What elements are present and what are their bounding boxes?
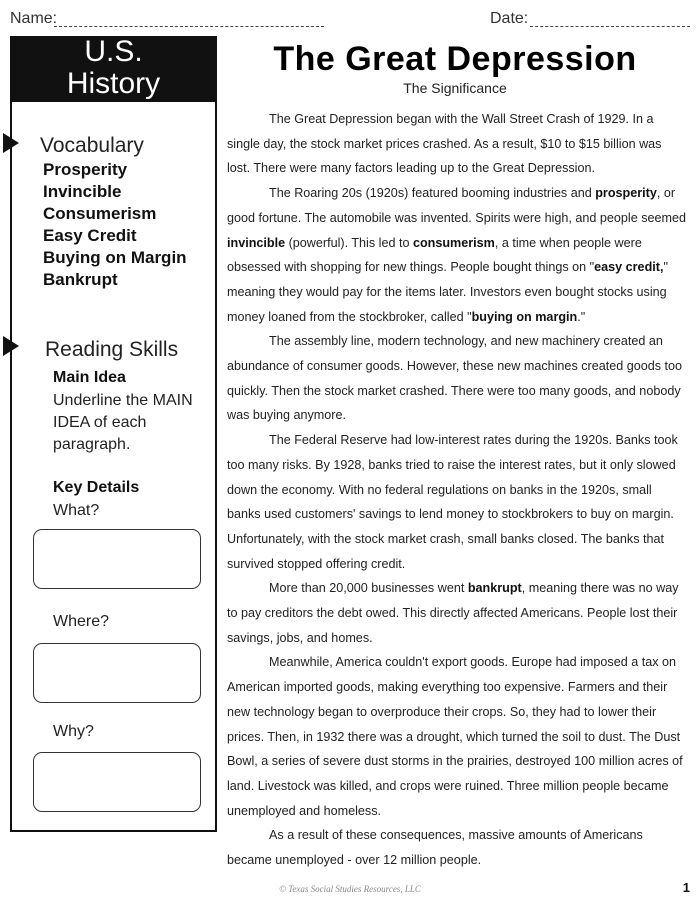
vocab-item: Prosperity (43, 160, 128, 179)
text-run: , or good fortune. The automobile was invented. Spirits were high, and people seemed (227, 186, 687, 225)
copyright-footer: © Texas Social Studies Resources, LLC (279, 884, 421, 894)
paragraph-2 (227, 181, 687, 329)
text-run: More than 20,000 businesses went (269, 581, 468, 596)
page-subtitle: The Significance (403, 80, 507, 96)
vocab-item: Easy Credit (43, 226, 137, 245)
reading-skills-heading: Reading Skills (45, 338, 179, 361)
text-run: The Roaring 20s (1920s) featured booming industries and (269, 186, 596, 201)
where-answer-box[interactable] (33, 643, 201, 703)
main-idea-instructions: Underline the MAIN IDEA of each paragraph. (53, 392, 193, 453)
main-idea-heading: Main Idea (53, 369, 126, 386)
paragraph-4: The Federal Reserve had low-interest rates during the 1920s. Banks took too many risks. By 1928, banks tried to raise the interest rates, but it only slowed down the economy. With no federal regulations on banks in the 1920s, small banks used customers' savings to lend money to stockbrokers to buy on margin. Unfortunately, with the stock market crash, small banks closed. The banks that survived stopped offering credit. (227, 433, 678, 571)
paragraph-3: The assembly line, modern technology, and new machinery created an abundance of consumer goods. However, these new machines created goods too quickly. Then the stock market crashed. There were too many goods, and nobody was buying anymore. (227, 334, 683, 423)
what-answer-box[interactable] (33, 529, 201, 589)
vocab-item: Invincible (43, 182, 122, 201)
vocab-item: Bankrupt (43, 270, 118, 289)
date-label: Date: (490, 10, 529, 27)
date-field[interactable] (530, 26, 690, 27)
article-body (227, 107, 687, 873)
sidebar-title-tab (10, 36, 217, 102)
what-question: What? (53, 502, 100, 519)
sidebar-title-line1: U.S. (84, 35, 143, 68)
where-question: Where? (53, 613, 110, 630)
page-number: 1 (682, 880, 690, 895)
top-border (0, 0, 700, 8)
text-run: (powerful). This led to (285, 235, 413, 250)
vocabulary-heading: Vocabulary (40, 134, 144, 157)
vocab-term-consumerism: consumerism (412, 235, 495, 250)
paragraph-7: As a result of these consequences, massive amounts of Americans became unemployed - over 12 million people. (227, 828, 643, 868)
bottom-border (0, 899, 700, 907)
vocab-term-buying-on-margin: buying on margin (471, 309, 578, 324)
sidebar-title-line2: History (66, 67, 161, 100)
paragraph-1: The Great Depression began with the Wall Street Crash of 1929. In a single day, the stock market prices crashed. As a result, $10 to $15 billion was lost. There were many factors leading up to the Great Depression. (227, 112, 662, 176)
name-label: Name: (10, 10, 58, 27)
text-run: ." (577, 309, 586, 324)
vocabulary-list (43, 159, 187, 291)
text-run: , a time when people were obsessed with shopping for new things. People bought things on " (227, 235, 642, 275)
vocabulary-arrow-icon (3, 133, 19, 153)
why-question: Why? (53, 723, 94, 740)
why-answer-box[interactable] (33, 752, 201, 812)
vocab-item: Buying on Margin (43, 248, 187, 267)
text-run: , meaning there was no way to pay creditors the debt owed. This directly affected Americans. People lost their savings, jobs, and homes. (227, 581, 679, 645)
vocab-item: Consumerism (43, 204, 157, 223)
paragraph-5 (227, 576, 687, 650)
vocab-term-bankrupt: bankrupt (467, 581, 522, 596)
paragraph-6: Meanwhile, America couldn't export goods. Europe had imposed a tax on American imported goods, making everything too expensive. Farmers and their new technology began to overproduce their crops. So, they had to lower their prices. Then, in 1932 there was a drought, which turned the soil to dust. The Dust Bowl, a series of severe dust storms in the prairies, destroyed 100 million acres of land. Livestock was killed, and crops were ruined. Three million people became unemployed and homeless. (227, 655, 683, 818)
page-title: The Great Depression (273, 40, 637, 78)
text-run: " meaning they would pay for the items later. Investors even bought stocks using money loaned from the stockbroker, called " (227, 260, 668, 324)
vocab-term-prosperity: prosperity (595, 186, 657, 201)
reading-skills-arrow-icon (3, 336, 19, 356)
key-details-heading: Key Details (53, 479, 140, 496)
vocab-term-easy-credit: easy credit, (594, 260, 664, 275)
vocab-term-invincible: invincible (227, 235, 286, 250)
name-field[interactable] (54, 26, 324, 27)
